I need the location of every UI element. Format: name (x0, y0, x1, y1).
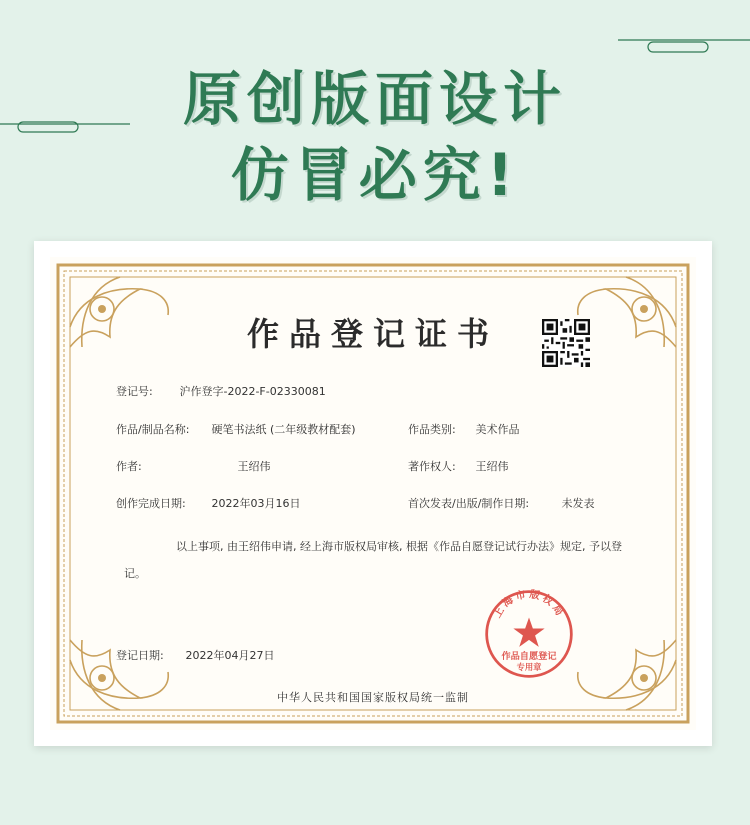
work-name-row (116, 421, 356, 437)
registration-date-label: 登记日期: (116, 649, 164, 662)
certificate-paper (34, 241, 712, 746)
author-row (116, 458, 271, 474)
seal-bottom-line1: 作品自愿登记 (501, 650, 557, 662)
work-type-label: 作品类别: (408, 423, 456, 436)
author-value: 王绍伟 (237, 460, 271, 473)
certificate (50, 257, 696, 730)
completion-date-value: 2022年03月16日 (211, 497, 301, 510)
completion-date-row (116, 495, 301, 511)
qr-code (542, 319, 590, 367)
seal-bottom-line2: 专用章 (516, 661, 542, 672)
author-label: 作者: (116, 460, 142, 473)
registration-date-value: 2022年04月27日 (185, 649, 275, 662)
owner-row (408, 458, 509, 474)
work-name-label: 作品/制品名称: (116, 423, 190, 436)
publish-date-value: 未发表 (561, 497, 595, 510)
certificate-title: 作品登记证书 (246, 315, 499, 353)
reg-number-label: 登记号: (116, 385, 153, 398)
seal-top-text: 上海市版权局 (491, 589, 567, 620)
reg-number-row (116, 383, 326, 399)
work-type-row (408, 421, 520, 437)
registration-date-row (116, 647, 275, 663)
publish-date-row (408, 495, 595, 511)
completion-date-label: 创作完成日期: (116, 497, 186, 510)
issuer-footer: 中华人民共和国国家版权局统一监制 (277, 691, 469, 704)
headline-original-design: 原创版面设计 (182, 65, 567, 133)
work-type-value: 美术作品 (475, 423, 520, 436)
headline-counterfeit-warning: 仿冒必究! (230, 141, 520, 209)
publish-date-label: 首次发表/出版/制作日期: (408, 497, 530, 510)
owner-label: 著作权人: (408, 460, 456, 473)
work-name-value: 硬笔书法纸 (二年级教材配套) (211, 423, 356, 436)
owner-value: 王绍伟 (475, 460, 509, 473)
reg-number-value: 沪作登字-2022-F-02330081 (179, 385, 326, 398)
official-seal (483, 588, 575, 680)
approval-paragraph: 以上事项, 由王绍伟申请, 经上海市版权局审核, 根据《作品自愿登记试行办法》规定, 予以登记。 (124, 540, 622, 580)
